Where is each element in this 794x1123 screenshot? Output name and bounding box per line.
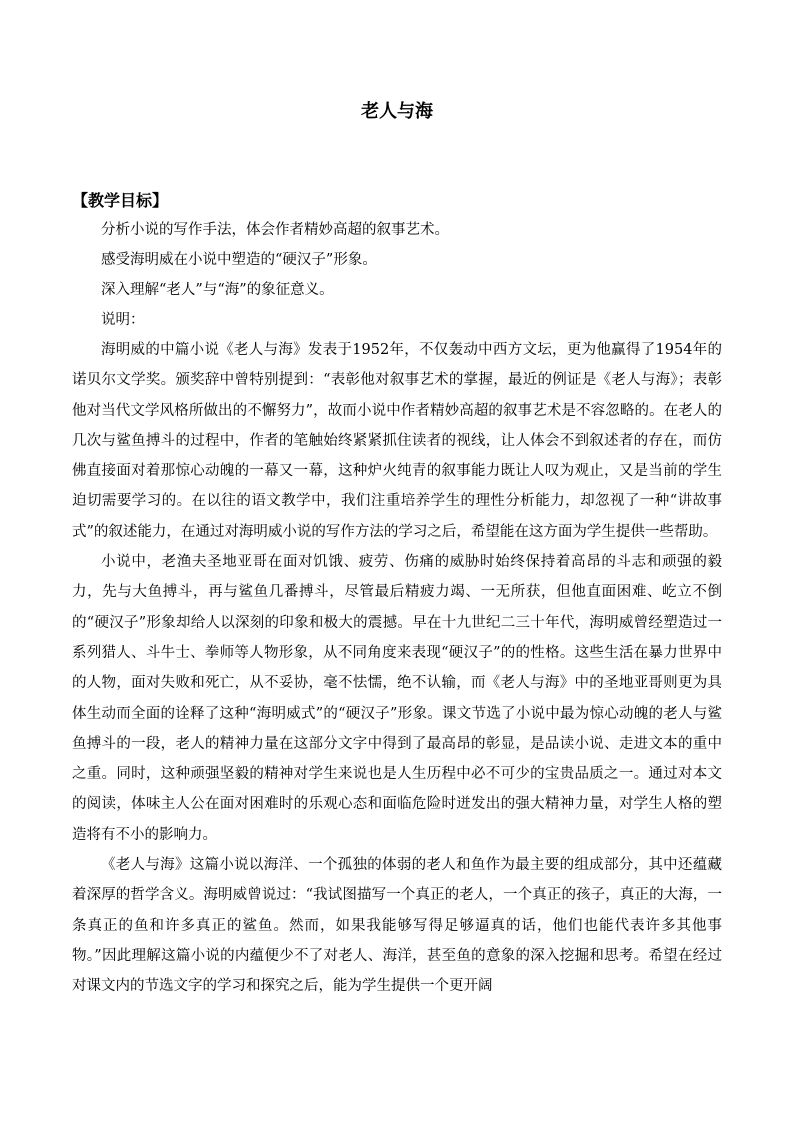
- note-label: 说明：: [101, 312, 145, 328]
- section-heading: 【教学目标】: [72, 191, 169, 210]
- page-title: 老人与海: [361, 101, 433, 122]
- body-paragraph: 《老人与海》这篇小说以海洋、一个孤独的体弱的老人和鱼作为最主要的组成部分，其中还蕴藏着深厚的哲学含义。海明威曾说过：“我试图描写一个真正的老人，一个真正的孩子，真正的大海，一条真正的鱼和许多真正的鲨鱼。然而，如果我能够写得足够逼真的话，他们也能代表许多其他事物。”因此理解这篇小说的内蕴便少不了对老人、海洋，甚至鱼的意象的深入挖掘和思考。希望在经过对课文内的节选文字的学习和探究之后，能为学生提供一个更开阔: [72, 857, 722, 995]
- goal-item: 感受海明威在小说中塑造的“硬汉子”形象。: [101, 252, 377, 268]
- goals-list: [72, 215, 722, 335]
- document-body: [72, 186, 722, 1002]
- goal-item: 深入理解“老人”与“海”的象征意义。: [101, 282, 334, 298]
- body-paragraph: 海明威的中篇小说《老人与海》发表于1952年，不仅轰动中西方文坛，更为他赢得了1954年的诺贝尔文学奖。颁奖辞中曾特别提到：“表彰他对叙事艺术的掌握，最近的例证是《老人与海》；表彰他对当代文学风格所做出的不懈努力”，故而小说中作者精妙高超的叙事艺术是不容忽略的。在老人的几次与鲨鱼搏斗的过程中，作者的笔触始终紧紧抓住读者的视线，让人体会不到叙述者的存在，而仿佛直接面对着那惊心动魄的一幕又一幕，这种炉火纯青的叙事能力既让人叹为观止，又是当前的学生迫切需要学习的。在以往的语文教学中，我们注重培养学生的理性分析能力，却忽视了一种“讲故事式”的叙述能力，在通过对海明威小说的写作方法的学习之后，希望能在这方面为学生提供一些帮助。: [72, 342, 722, 540]
- body-paragraph: 小说中，老渔夫圣地亚哥在面对饥饿、疲劳、伤痛的威胁时始终保持着高昂的斗志和顽强的毅力，先与大鱼搏斗，再与鲨鱼几番搏斗，尽管最后精疲力竭、一无所获，但他直面困难、屹立不倒的“硬汉子”形象却给人以深刻的印象和极大的震撼。早在十九世纪二三十年代，海明威曾经塑造过一系列猎人、斗牛士、拳师等人物形象，从不同角度来表现“硬汉子”的的性格。这些生活在暴力世界中的人物，面对失败和死亡，从不妥协，毫不怯懦，绝不认输，而《老人与海》中的圣地亚哥则更为具体生动而全面的诠释了这种“海明威式”的“硬汉子”形象。课文节选了小说中最为惊心动魄的老人与鲨鱼搏斗的一段，老人的精神力量在这部分文字中得到了最高昂的彰显，是品读小说、走进文本的重中之重。同时，这种顽强坚毅的精神对学生来说也是人生历程中必不可少的宝贵品质之一。通过对本文的阅读，体味主人公在面对困难时的乐观心态和面临危险时迸发出的强大精神力量，对学生人格的塑造将有不小的影响力。: [72, 554, 722, 843]
- goal-item: 分析小说的写作手法，体会作者精妙高超的叙事艺术。: [101, 222, 449, 238]
